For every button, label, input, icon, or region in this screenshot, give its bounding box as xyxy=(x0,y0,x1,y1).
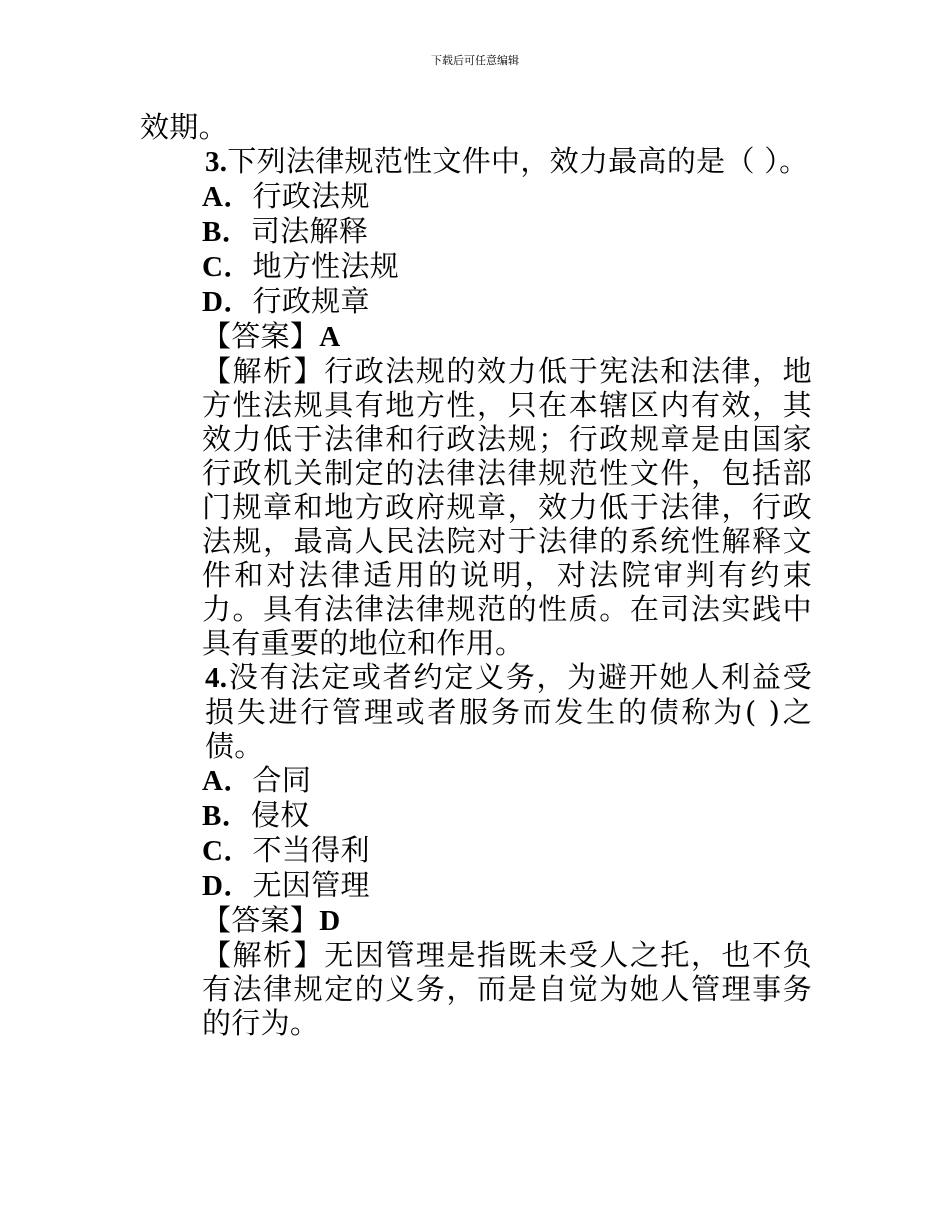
option-letter: A． xyxy=(202,765,253,797)
question-3-stem xyxy=(140,144,812,179)
question-3-analysis xyxy=(140,354,812,660)
analysis-label: 【解析】 xyxy=(202,354,325,388)
question-4-option-d xyxy=(140,868,812,903)
answer-value: A xyxy=(319,321,341,353)
question-4-option-c xyxy=(140,833,812,868)
continuation-text: 效期。 xyxy=(140,110,228,144)
option-letter: B． xyxy=(202,800,251,832)
answer-value: D xyxy=(319,905,341,937)
option-letter: A． xyxy=(202,181,253,213)
document-body xyxy=(140,110,812,1040)
question-4-option-b xyxy=(140,798,812,833)
question-3-option-d xyxy=(140,284,812,319)
question-4-analysis xyxy=(140,938,812,1040)
question-3-option-c xyxy=(140,249,812,284)
analysis-text: 行政法规的效力低于宪法和法律，地方性法规具有地方性，只在本辖区内有效，其效力低于法律和行政法规；行政规章是由国家行政机关制定的法律法律规范性文件，包括部门规章和地方政府规章，效力低于法律，行政法规，最高人民法院对于法律的系统性解释文件和对法律适用的说明，对法院审判有约束力。具有法律法律规范的性质。在司法实践中具有重要的地位和作用。 xyxy=(202,354,812,660)
option-text: 侵权 xyxy=(250,798,310,832)
question-4-option-a xyxy=(140,763,812,798)
option-letter: C． xyxy=(202,251,253,283)
question-3-text: 下列法律规范性文件中，效力最高的是（ ）。 xyxy=(227,144,809,178)
question-4-stem xyxy=(140,660,812,763)
option-text: 地方性法规 xyxy=(252,249,400,283)
question-3-number: 3. xyxy=(205,146,228,178)
option-text: 行政规章 xyxy=(252,284,370,318)
question-3-answer xyxy=(140,319,812,354)
analysis-text: 无因管理是指既未受人之托，也不负有法律规定的义务，而是自觉为她人管理事务的行为。 xyxy=(202,938,812,1040)
analysis-label: 【解析】 xyxy=(202,938,325,972)
option-text: 合同 xyxy=(252,763,312,797)
option-text: 司法解释 xyxy=(250,214,369,248)
answer-label: 【答案】 xyxy=(202,903,320,937)
option-text: 行政法规 xyxy=(252,179,370,213)
option-text: 不当得利 xyxy=(252,833,370,867)
option-text: 无因管理 xyxy=(252,868,370,902)
option-letter: C． xyxy=(202,835,253,867)
question-4-answer xyxy=(140,903,812,938)
option-letter: D． xyxy=(202,870,253,902)
page-header: 下载后可任意编辑 xyxy=(431,54,519,67)
question-3-option-b xyxy=(140,214,812,249)
question-3-option-a xyxy=(140,179,812,214)
question-4-number: 4. xyxy=(205,662,228,694)
option-letter: D． xyxy=(202,286,253,318)
question-4-text: 没有法定或者约定义务，为避开她人利益受损失进行管理或者服务而发生的债称为( )之债。 xyxy=(205,660,812,763)
answer-label: 【答案】 xyxy=(202,319,320,353)
option-letter: B． xyxy=(202,216,251,248)
